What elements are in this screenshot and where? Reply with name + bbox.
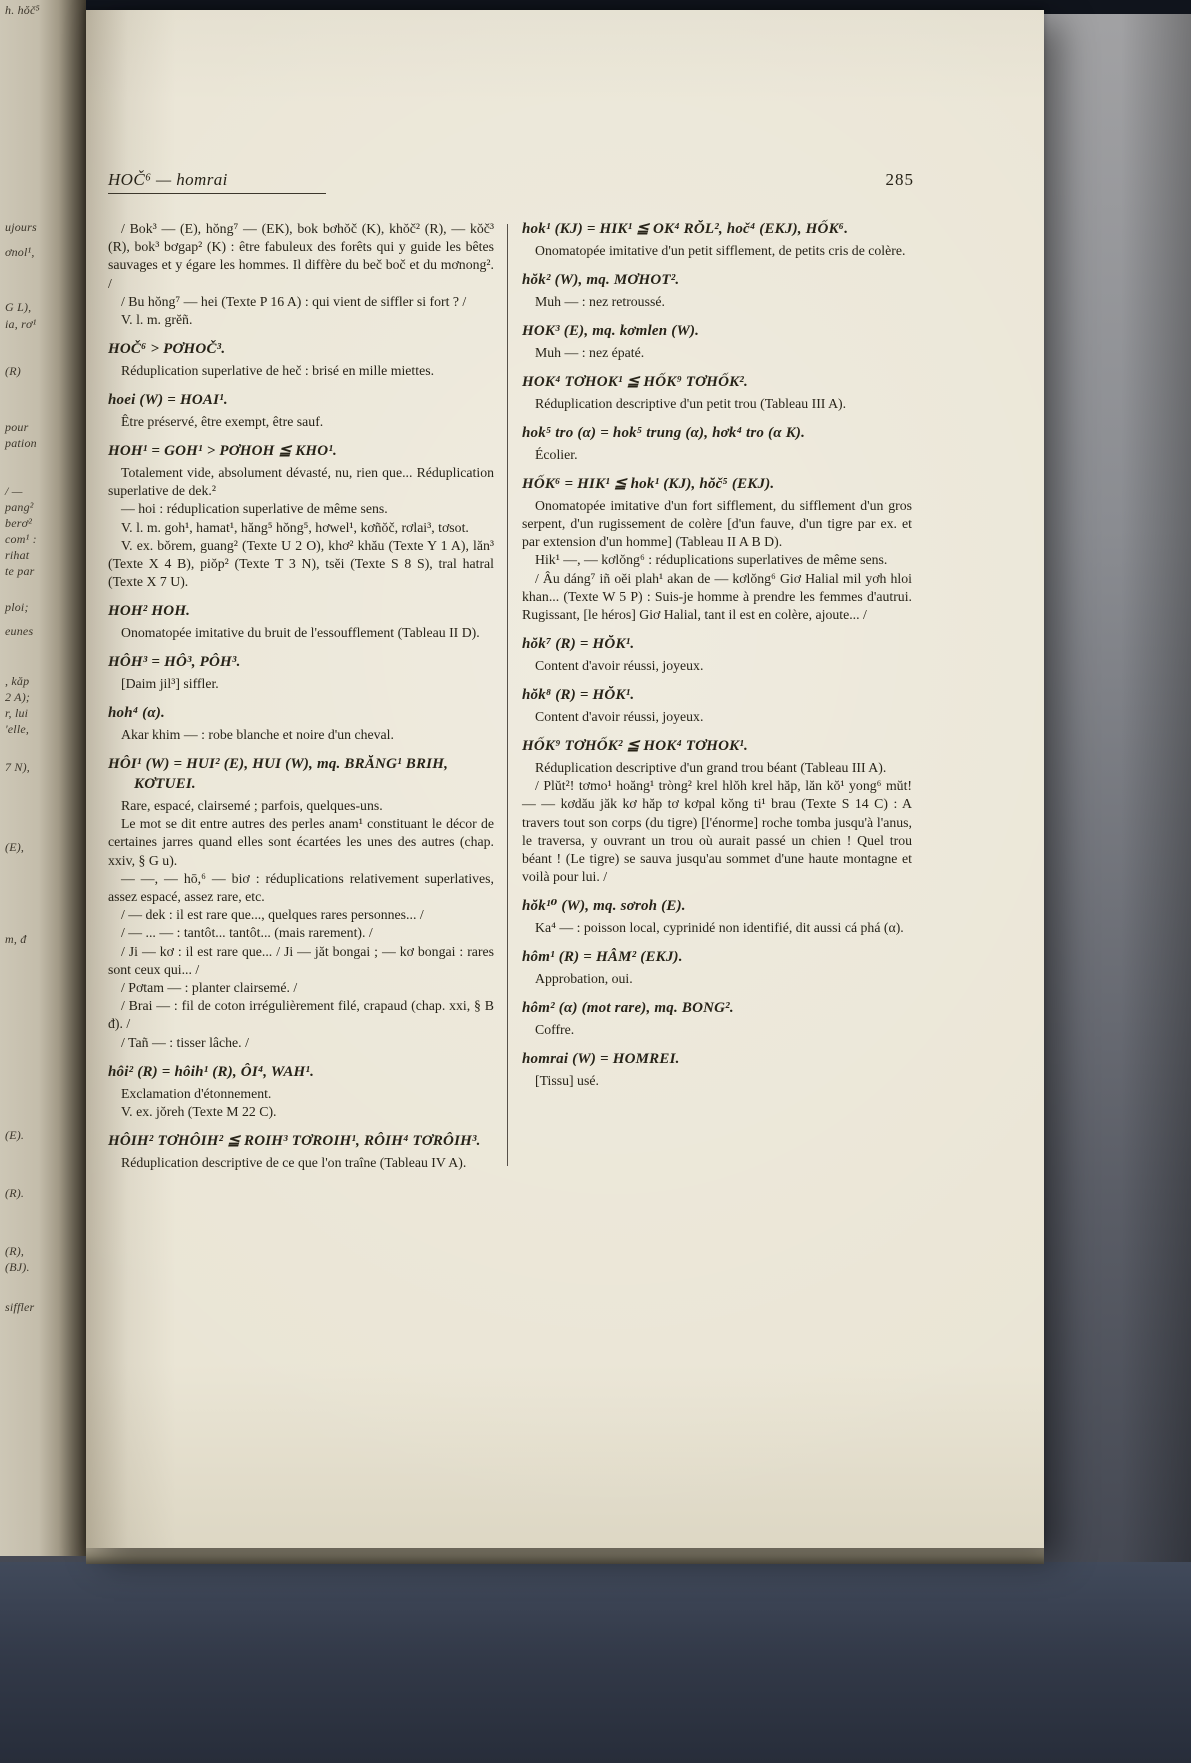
entry-headword: hok⁵ tro (α) = hok⁵ trung (α), hơk⁴ tro (α K).: [522, 425, 806, 441]
entry-paragraph: Ka⁴ — : poisson local, cyprinidé non identifié, dit aussi cá phá (α).: [535, 920, 904, 936]
entry-paragraph: / Âu dáng⁷ iñ oĕi plah¹ akan de — kơlŏng⁶ Giơ Halial mil yơh hloi khan... (Texte W 5 P) : Suis-je homme à prendre les femmes d'autrui. Rugissant, [le héros] Giơ Halial, tant il est en colère, ajoute... /: [522, 570, 912, 623]
entry-paragraph: Coffre.: [535, 1022, 575, 1038]
dictionary-entry: [522, 897, 912, 937]
entry-headword: HOK⁴ TƠHOK¹ ≦ HỐK⁹ TƠHỐK².: [522, 374, 748, 390]
page-edge-fragment: 2 A);: [5, 690, 31, 704]
dictionary-entry: [522, 737, 912, 886]
entry-paragraph: Onomatopée imitative du bruit de l'essoufflement (Tableau II D).: [121, 625, 480, 641]
dictionary-entry: [522, 948, 912, 988]
photo-background-shade: [1121, 0, 1191, 1763]
page-edge-fragment: h. hŏč⁵: [5, 3, 40, 17]
entry-paragraph: Content d'avoir réussi, joyeux.: [535, 658, 704, 674]
entry-paragraph: Réduplication descriptive de ce que l'on traîne (Tableau IV A).: [121, 1154, 467, 1170]
dictionary-entry: [108, 1132, 494, 1172]
entry-paragraph: / — dek : il est rare que..., quelques rares personnes... /: [121, 907, 424, 923]
entry-headword: HOH¹ = GOH¹ > PƠHOH ≦ KHO¹.: [108, 443, 337, 460]
entry-headword: HOK³ (E), mq. kơmlen (W).: [522, 323, 700, 339]
entry-headword: hoei (W) = HOAI¹.: [108, 392, 228, 409]
entry-paragraph: V. ex. jŏreh (Texte M 22 C).: [121, 1103, 277, 1119]
page-edge-fragment: te par: [5, 564, 35, 578]
dictionary-entry: [522, 271, 912, 311]
dictionary-entry: [522, 322, 912, 362]
entry-paragraph: Content d'avoir réussi, joyeux.: [535, 709, 704, 725]
entry-paragraph: Akar khim — : robe blanche et noire d'un cheval.: [121, 727, 394, 743]
page-edge-fragment: (R).: [5, 1186, 25, 1200]
page-edge-fragment: 'elle,: [5, 722, 30, 736]
facing-page-edge: [0, 0, 86, 1556]
entry-paragraph: Réduplication descriptive d'un petit trou (Tableau III A).: [535, 395, 847, 411]
entry-paragraph: — hoi : réduplication superlative de même sens.: [121, 501, 388, 517]
entry-headword: HOČ⁶ > PƠHOČ³.: [108, 341, 226, 358]
page-edge-fragment: , kăp: [5, 674, 30, 688]
entry-paragraph: — —, — hō,⁶ — biơ : réduplications relativement superlatives, assez espacé, assez rare, etc.: [108, 870, 494, 905]
text-columns: [108, 220, 914, 1172]
page-edge-fragment: (E).: [5, 1128, 25, 1142]
entry-paragraph: Totalement vide, absolument dévasté, nu, rien que... Réduplication superlative de dek.²: [108, 465, 494, 499]
page-edge-fragment: ia, rơ¹: [5, 317, 37, 331]
entry-headword: HÔIH² TƠHÔIH² ≦ ROIH³ TƠROIH¹, RÔIH⁴ TƠRÔIH³.: [108, 1133, 481, 1150]
dictionary-entry: [522, 373, 912, 413]
page-edge-fragment: com¹ :: [5, 532, 37, 546]
dictionary-entry: [108, 602, 494, 642]
entry-paragraph: / Ji — kơ : il est rare que... / Ji — jăt bongai ; — kơ bongai : rares sont ceux qui... /: [108, 943, 494, 977]
entry-headword: HỐK⁹ TƠHỐK² ≦ HOK⁴ TƠHOK¹.: [522, 738, 748, 755]
dictionary-entry: [522, 424, 912, 464]
dictionary-entry: [108, 755, 494, 1051]
photo-bottom-background: [0, 1562, 1191, 1763]
entry-paragraph: Écolier.: [535, 446, 578, 462]
page-content: [86, 10, 1044, 1172]
entry-headword: HỐK⁶ = HIK¹ ≦ hok¹ (KJ), hŏč⁵ (EKJ).: [522, 476, 775, 492]
page-edge-fragment: eunes: [5, 624, 34, 638]
page-edge-fragment: (E),: [5, 840, 25, 854]
dictionary-entry: [108, 391, 494, 431]
page-edge-fragment: pation: [5, 436, 37, 450]
entry-paragraph: / Brai — : fil de coton irrégulièrement filé, crapaud (chap. xxi, § B đ). /: [108, 998, 494, 1032]
page-edge-fragment: siffler: [5, 1300, 35, 1314]
dictionary-entry: [522, 1050, 912, 1090]
entry-paragraph: V. ex. bŏrem, guang² (Texte U 2 O), khơ² khău (Texte Y 1 A), lăn³ (Texte X 4 B), piŏp² (Texte T 3 N), tsĕi (Texte S 8 S), tral hatral (Texte X 7 U).: [108, 537, 494, 590]
entry-paragraph: [Daim jil³] siffler.: [121, 676, 219, 692]
entry-headword: hôm² (α) (mot rare), mq. BONG².: [522, 1000, 734, 1017]
page-edge-fragment: m, đ: [5, 932, 27, 946]
page-edge-fragment: berơ²: [5, 516, 32, 530]
dictionary-entry: [108, 220, 494, 329]
entry-paragraph: Muh — : nez retroussé.: [535, 293, 665, 309]
entry-paragraph: / — ... — : tantôt... tantôt... (mais rarement). /: [121, 925, 373, 941]
entry-paragraph: Réduplication superlative de heč : brisé en mille miettes.: [121, 363, 435, 379]
book-page-block-edge: [86, 1546, 1044, 1564]
entry-paragraph: Onomatopée imitative d'un fort sifflement, du sifflement d'un gros serpent, d'un rugissement de colère [d'un fauve, d'un tigre par ex. et par extension d'un homme] (Tableau II A B D).: [522, 497, 912, 550]
dictionary-entry: [522, 999, 912, 1039]
entry-paragraph: / Plŭt²! tơmo¹ hoăng¹ tròng² krel hlŏh krel hăp, lăn kŏ¹ yong⁶ mŭt! — — kơdău jăk kơ hăp tơ kơpal kŏng ti¹ brau (Texte S 14 C) : A travers tout son corps (du tigre) [l'énorme] roche tomba jusqu'à l'anus, le traversa, y ouvrant un trou où aurait passé un chien ! Quel trou béant ! (Le tigre) se sauva jusqu'au sommet d'une haute montagne et voilà pour lui. /: [522, 778, 912, 885]
entry-headword: hôm¹ (R) = HÂM² (EKJ).: [522, 949, 683, 966]
page-edge-fragment: pour: [5, 420, 29, 434]
entry-paragraph: / Pơtam — : planter clairsemé. /: [121, 980, 298, 996]
page-edge-fragment: 7 N),: [5, 760, 30, 774]
entry-paragraph: Muh — : nez épaté.: [535, 344, 645, 360]
entry-headword: hŏk¹⁰ (W), mq. sơroh (E).: [522, 898, 686, 915]
entry-headword: HOH² HOH.: [108, 603, 191, 620]
entry-paragraph: / Bu hŏng⁷ — hei (Texte P 16 A) : qui vient de siffler si fort ? /: [121, 293, 467, 309]
entry-paragraph: / Bok³ — (E), hŏng⁷ — (EK), bok bơhŏč (K), khŏč² (R), — kŏč³ (R), bok³ bơgap² (K) : être fabuleux des forêts qui y guide les bêtes sauvages et y égare les hommes. Il diffère du beč boč et du mơnong². /: [108, 221, 494, 291]
entry-paragraph: / Tañ — : tisser lâche. /: [121, 1034, 249, 1050]
dictionary-entry: [108, 1063, 494, 1121]
running-title: HOČ⁶ — homrai: [108, 170, 326, 194]
column-divider: [507, 224, 508, 1166]
entry-headword: hŏk⁷ (R) = HŎK¹.: [522, 636, 635, 653]
entry-paragraph: Réduplication descriptive d'un grand trou béant (Tableau III A).: [535, 760, 887, 776]
page-edge-fragment: (R): [5, 364, 21, 378]
page-edge-fragment: ơnol¹,: [5, 245, 35, 259]
dictionary-entry: [522, 475, 912, 624]
page-edge-fragment: (BJ).: [5, 1260, 30, 1274]
entry-headword: HÔH³ = HÔ³, PÔH³.: [108, 654, 241, 671]
entry-paragraph: Le mot se dit entre autres des perles anam¹ constituant le décor de certaines jarres quand elles sont écartées les unes des autres (chap. xxiv, § G u).: [108, 816, 494, 868]
entry-headword: hŏk⁸ (R) = HŎK¹.: [522, 687, 635, 704]
dictionary-entry: [108, 442, 494, 591]
entry-paragraph: Hik¹ —, — kơlŏng⁶ : réduplications superlatives de même sens.: [535, 552, 888, 568]
entry-paragraph: Rare, espacé, clairsemé ; parfois, quelques-uns.: [121, 798, 383, 814]
right-column: [522, 220, 912, 1172]
dictionary-entry: [108, 653, 494, 693]
dictionary-entry: [108, 704, 494, 744]
entry-headword: hŏk² (W), mq. MƠHOT².: [522, 272, 680, 288]
page-edge-fragment: rihat: [5, 548, 30, 562]
entry-paragraph: Être préservé, être exempt, être sauf.: [121, 414, 324, 430]
page-edge-fragment: (R),: [5, 1244, 25, 1258]
dictionary-entry: [522, 220, 912, 260]
book-page: [86, 10, 1044, 1548]
page-edge-fragment: / —: [5, 484, 23, 498]
page-edge-fragment: ploi;: [5, 600, 29, 614]
entry-paragraph: V. l. m. grĕñ.: [121, 312, 193, 328]
entry-paragraph: Onomatopée imitative d'un petit sifflement, de petits cris de colère.: [535, 242, 906, 258]
entry-paragraph: Exclamation d'étonnement.: [121, 1085, 272, 1101]
entry-paragraph: V. l. m. goh¹, hamat¹, hăng⁵ hŏng⁵, hơwel¹, kơñŏč, rơlai³, tơsot.: [121, 519, 469, 535]
entry-headword: hok¹ (KJ) = HIK¹ ≦ OK⁴ RŎL², hoč⁴ (EKJ), HỐK⁶.: [522, 221, 849, 237]
page-edge-fragment: pang²: [5, 500, 34, 514]
entry-headword: hôi² (R) = hôih¹ (R), ÔI⁴, WAH¹.: [108, 1063, 315, 1080]
page-number: 285: [885, 170, 914, 189]
left-column: [108, 220, 494, 1172]
entry-headword: hoh⁴ (α).: [108, 705, 165, 722]
dictionary-entry: [108, 340, 494, 380]
page-header: [108, 170, 914, 194]
dictionary-entry: [522, 686, 912, 726]
entry-paragraph: Approbation, oui.: [535, 971, 633, 987]
entry-headword: homrai (W) = HOMREI.: [522, 1051, 680, 1068]
page-edge-fragment: G L),: [5, 300, 32, 314]
page-edge-fragment: r, lui: [5, 706, 29, 720]
entry-headword: HÔI¹ (W) = HUI² (E), HUI (W), mq. BRĂNG¹ BRIH, KƠTUEI.: [108, 756, 449, 793]
dictionary-entry: [522, 635, 912, 675]
page-edge-fragment: ujours: [5, 220, 37, 234]
entry-paragraph: [Tissu] usé.: [535, 1073, 599, 1089]
